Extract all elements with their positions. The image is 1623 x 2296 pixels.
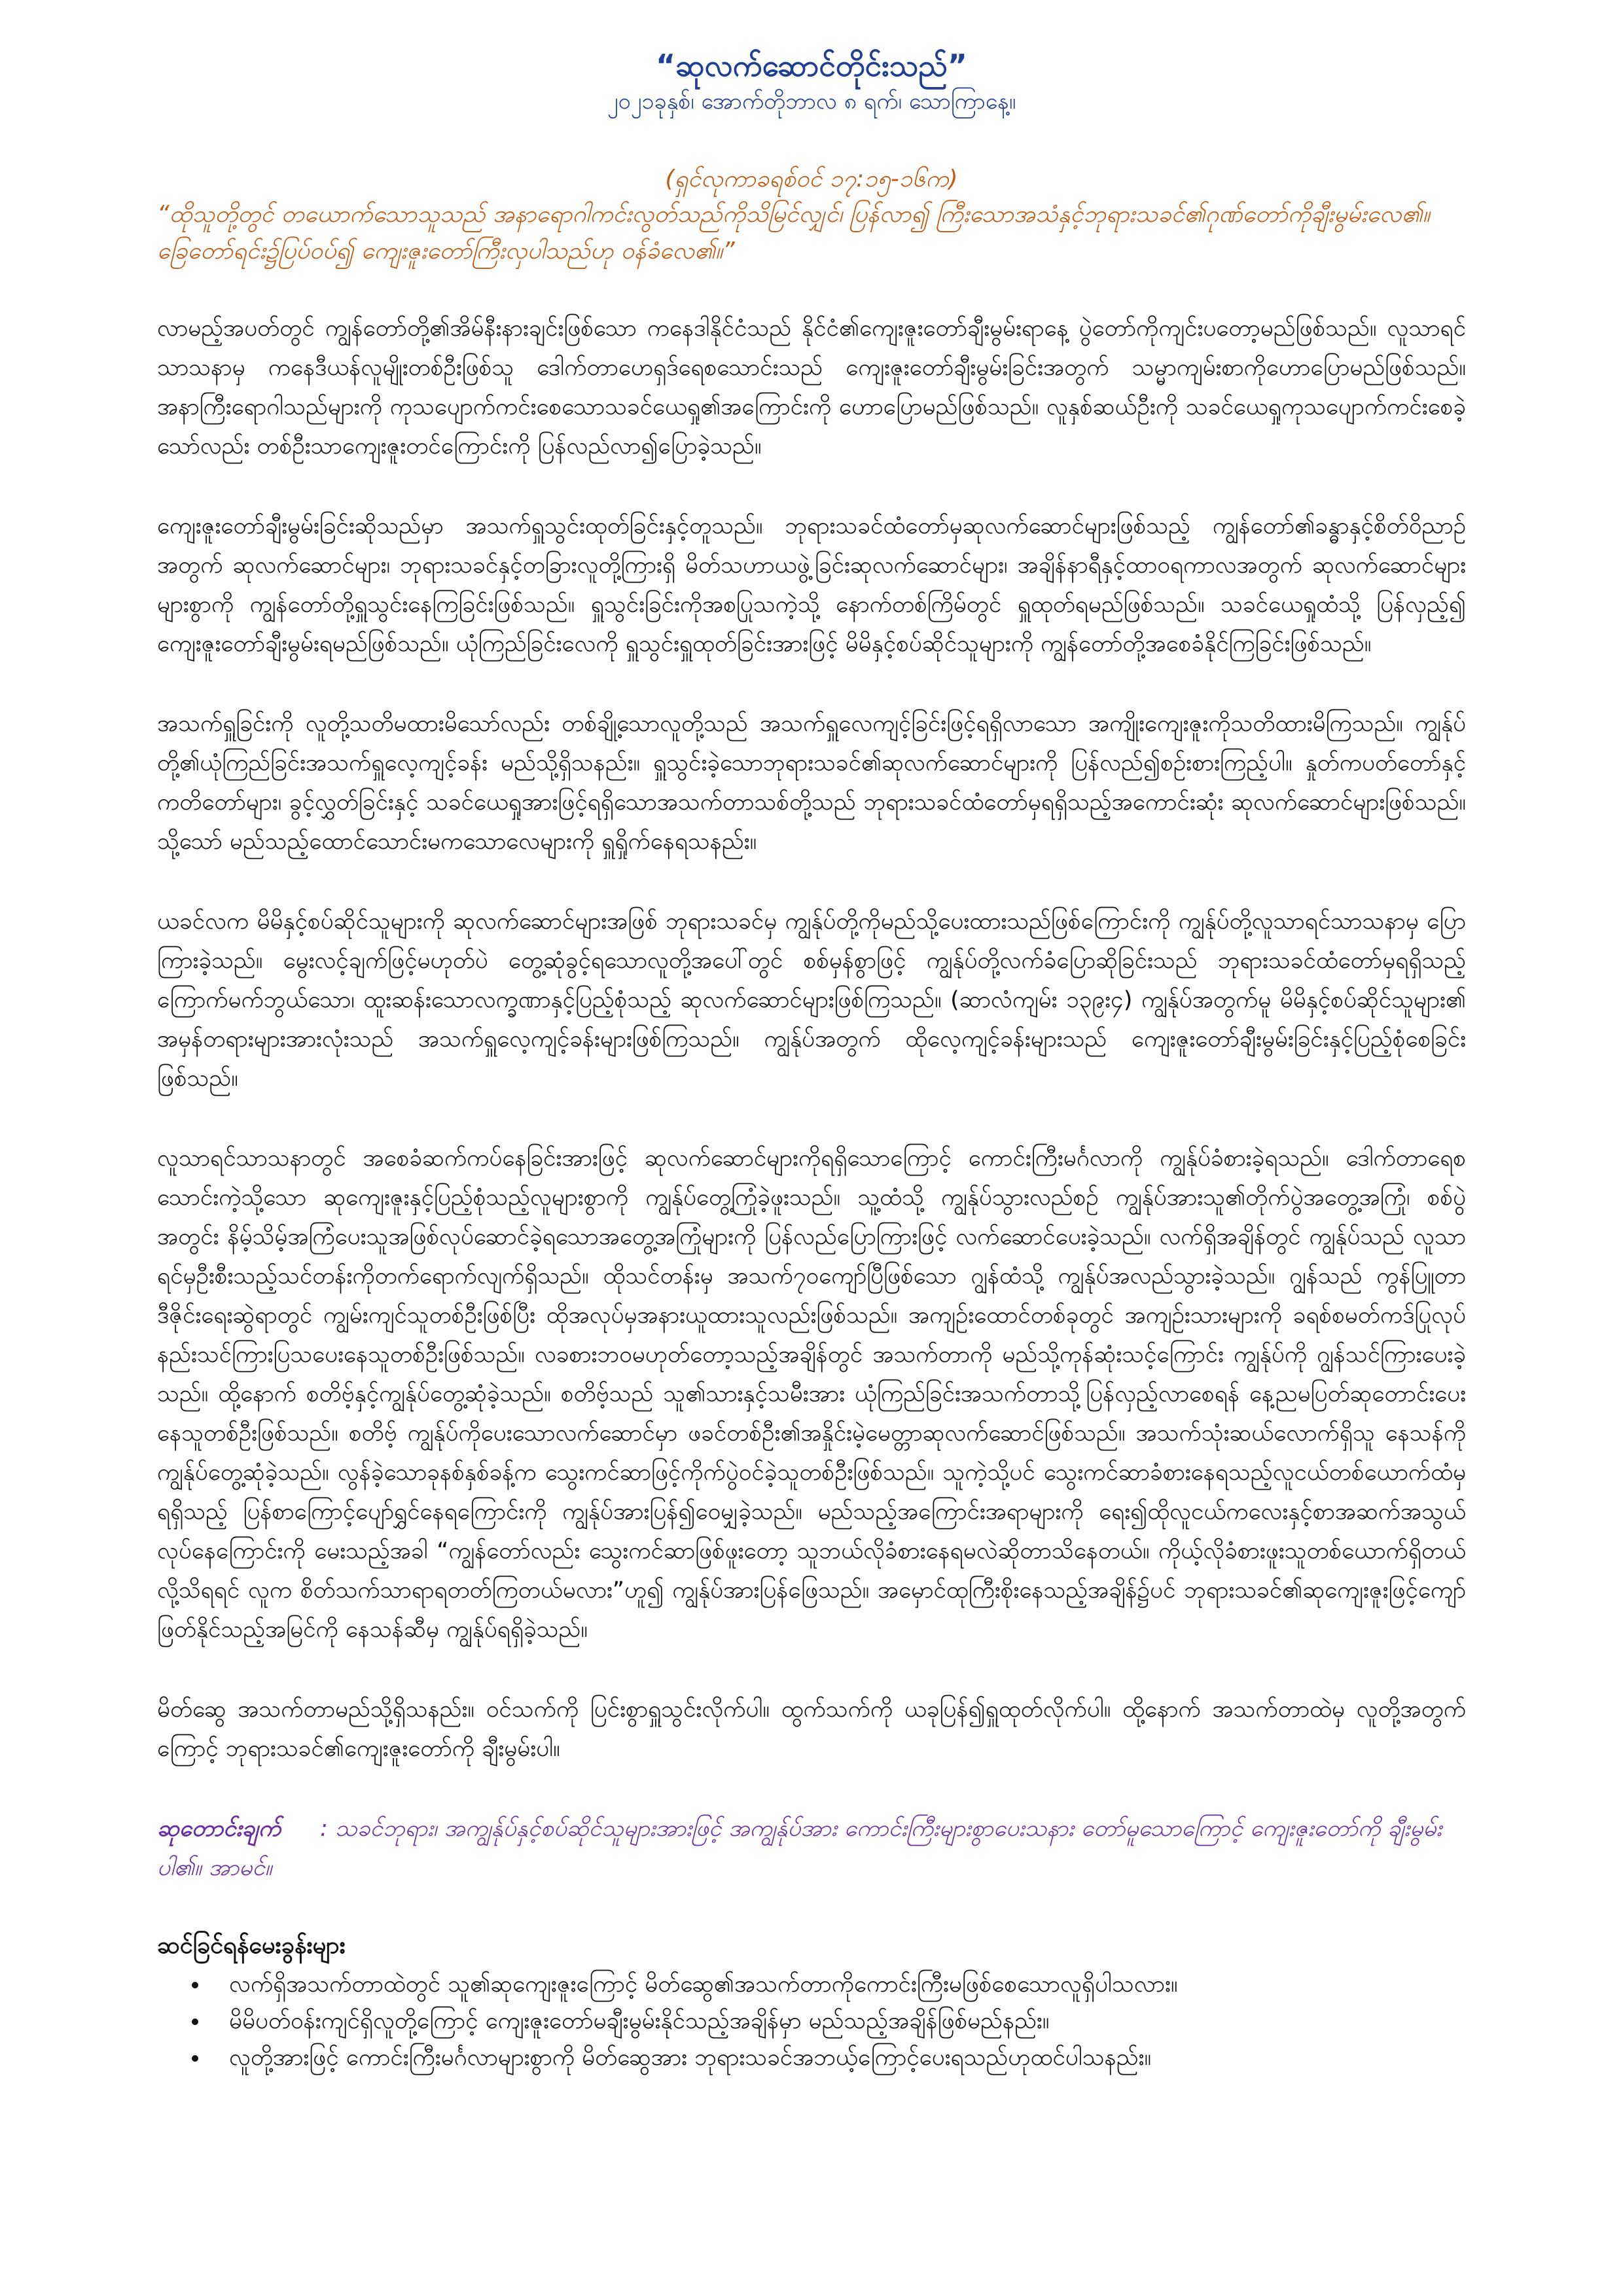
page-title: “ဆုလက်ဆောင်တိုင်းသည်” <box>655 48 968 83</box>
body-paragraph-6: မိတ်ဆွေ အသက်တာမည်သို့ရှိသနည်း။ ဝင်သက်ကို ပြင်းစွာရှူသွင်းလိုက်ပါ။ ထွက်သက်ကို ယခုပြန်၍ရှူထုတ်လိုက်ပါ။ ထို့နောက် အသက်တာထဲမှ လူတို့အတွက်ကြောင့် ဘုရားသခင်၏ကျေးဇူးတော်ကို ချီးမွမ်းပါ။ <box>157 1696 1466 1762</box>
prayer-label: ဆုတောင်းချက် <box>157 1816 281 1842</box>
questions-list <box>157 1966 1466 2076</box>
prayer-block <box>157 1809 1466 1888</box>
body-paragraph-3: အသက်ရှူခြင်းကို လူတို့သတိမထားမိသော်လည်း တစ်ချို့သောလူတို့သည် အသက်ရှူလေကျင့်ခြင်းဖြင့်ရရှိလာသော အကျိုးကျေးဇူးကိုသတိထားမိကြသည်။ ကျွန်ုပ်တို့၏ယုံကြည်ခြင်းအသက်ရှူလေ့ကျင့်ခန်း မည်သို့ရှိသနည်း။ ရှူသွင်းခဲ့သောဘုရားသခင်၏ဆုလက်ဆောင်များကို ပြန်လည်၍စဉ်းစားကြည့်ပါ။ နှုတ်ကပတ်တော်နှင့်ကတိတော်များ၊ ခွင့်လွှတ်ခြင်းနှင့် သခင်ယေရှုအားဖြင့်ရရှိသောအသက်တာသစ်တို့သည် ဘုရားသခင်ထံတော်မှရရှိသည့်အကောင်းဆုံး ဆုလက်ဆောင်များဖြစ်သည်။ သို့သော် မည်သည့်ထောင်သောင်းမကသောလေများကို ရှူရှိုက်နေရသနည်း။ <box>157 711 1466 855</box>
questions-heading: ဆင်ခြင်ရန်မေးခွန်းများ <box>157 1932 346 1959</box>
list-item: • လက်ရှိအသက်တာထဲတွင် သူ၏ဆုကျေးဇူးကြောင့် မိတ်ဆွေ၏အသက်တာကိုကောင်းကြီးမဖြစ်စေသောလူရှိပါသလား။ <box>209 1966 1466 2003</box>
body-paragraph-2: ကျေးဇူးတော်ချီးမွမ်းခြင်းဆိုသည်မှာ အသက်ရှူသွင်းထုတ်ခြင်းနှင့်တူသည်။ ဘုရားသခင်ထံတော်မှဆုလက်ဆောင်များဖြစ်သည့် ကျွန်တော်၏ခန္ဓာနှင့်စိတ်ဝိညာဉ်အတွက် ဆုလက်ဆောင်များ၊ ဘုရားသခင်နှင့်တခြားလူတို့ကြားရှိ မိတ်သဟာယဖွဲ့ခြင်းဆုလက်ဆောင်များ၊ အချိန်နာရီနှင့်ထာဝရကာလအတွက် ဆုလက်ဆောင်များ များစွာကို ကျွန်တော်တို့ရှူသွင်းနေကြခြင်းဖြစ်သည်။ ရှူသွင်းခြင်းကိုအစပြုသကဲ့သို့ နောက်တစ်ကြိမ်တွင် ရှူထုတ်ရမည်ဖြစ်သည်။ သခင်ယေရှုထံသို့ ပြန်လှည့်၍ ကျေးဇူးတော်ချီးမွမ်းရမည်ဖြစ်သည်။ ယုံကြည်ခြင်းလေကို ရှူသွင်းရှူထုတ်ခြင်းအားဖြင့် မိမိနှင့်စပ်ဆိုင်သူများကို ကျွန်တော်တို့အစေခံနိုင်ကြခြင်းဖြစ်သည်။ <box>157 513 1466 657</box>
page-date: ၂၀၂၁ခုနှစ်၊ အောက်တိုဘာလ ၈ ရက်၊ သောကြာနေ့။ <box>607 88 1016 115</box>
scripture-reference: (ရှင်လုကာခရစ်ဝင် ၁၇:၁၅-၁၆က) <box>665 166 958 192</box>
list-item: • မိမိပတ်ဝန်းကျင်ရှိလူတို့ကြောင့် ကျေးဇူးတော်မချီးမွမ်းနိုင်သည့်အချိန်မှာ မည်သည့်အချိန်ဖြစ်မည်နည်း။ <box>209 2003 1466 2039</box>
prayer-text: : သခင်ဘုရား၊ အကျွန်ုပ်နှင့်စပ်ဆိုင်သူများအားဖြင့် အကျွန်ုပ်အား ကောင်းကြီးများစွာပေးသနား တော်မူသောကြောင့် ကျေးဇူးတော်ကို ချီးမွမ်းပါ၏။ အာမင်။ <box>157 1816 1442 1881</box>
body-paragraph-4: ယခင်လက မိမိနှင့်စပ်ဆိုင်သူများကို ဆုလက်ဆောင်များအဖြစ် ဘုရားသခင်မှ ကျွန်ုပ်တို့ကိုမည်သို့ပေးထားသည်ဖြစ်ကြောင်းကို ကျွန်ုပ်တို့လူသာရင်သာသနာမှ ပြောကြားခဲ့သည်။ မွေးလင့်ချက်ဖြင့်မဟုတ်ပဲ တွေ့ဆုံခွင့်ရသောလူတို့အပေါ်တွင် စစ်မှန်စွာဖြင့် ကျွန်ုပ်တို့လက်ခံပြောဆိုခြင်းသည် ဘုရားသခင်ထံတော်မှရရှိသည့် ကြောက်မက်ဘွယ်သော၊ ထူးဆန်းသောလက္ခဏာနှင့်ပြည့်စုံသည့် ဆုလက်ဆောင်များဖြစ်ကြသည်။ (ဆာလံကျမ်း ၁၃၉း၄) ကျွန်ုပ်အတွက်မူ မိမိနှင့်စပ်ဆိုင်သူများ၏ အမှန်တရားများအားလုံးသည် အသက်ရှူလေ့ကျင့်ခန်းများဖြစ်ကြသည်။ ကျွန်ုပ်အတွက် ထိုလေ့ကျင့်ခန်းများသည် ကျေးဇူးတော်ချီးမွမ်းခြင်းနှင့်ပြည့်စုံစေခြင်းဖြစ်သည်။ <box>157 908 1466 1092</box>
body-paragraph-1: လာမည့်အပတ်တွင် ကျွန်တော်တို့၏အိမ်နီးနားချင်းဖြစ်သော ကနေဒါနိုင်ငံသည် နိုင်ငံ၏ကျေးဇူးတော်ချီးမွမ်းရာနေ့ ပွဲတော်ကိုကျင်းပတော့မည်ဖြစ်သည်။ လူသာရင်သာသနာမှ ကနေဒီယန်လူမျိုးတစ်ဦးဖြစ်သူ ဒေါက်တာဟေရှဒ်ရေစသောင်းသည် ကျေးဇူးတော်ချီးမွမ်းခြင်းအတွက် သမ္မာကျမ်းစာကိုဟောပြောမည်ဖြစ်သည်။ အနာကြီးရောဂါသည်များကို ကုသပျောက်ကင်းစေသောသခင်ယေရှု၏အကြောင်းကို ဟောပြောမည်ဖြစ်သည်။ လူနှစ်ဆယ်ဦးကို သခင်ယေရှုကုသပျောက်ကင်းစေခဲ့သော်လည်း တစ်ဦးသာကျေးဇူးတင်ကြောင်းကို ပြန်လည်လာ၍ပြောခဲ့သည်။ <box>157 315 1466 459</box>
body-paragraph-5: လူသာရင်သာသနာတွင် အစေခံဆက်ကပ်နေခြင်းအားဖြင့် ဆုလက်ဆောင်များကိုရရှိသောကြောင့် ကောင်းကြီးမင်္ဂလာကို ကျွန်ုပ်ခံစားခဲ့ရသည်။ ဒေါက်တာရေစသောင်းကဲ့သို့သော ဆုကျေးဇူးနှင့်ပြည့်စုံသည့်လူများစွာကို ကျွန်ုပ်တွေ့ကြုံခဲ့ဖူးသည်။ သူ့ထံသို့ ကျွန်ုပ်သွားလည်စဉ် ကျွန်ုပ်အားသူ၏တိုက်ပွဲအတွေ့အကြုံ၊ စစ်ပွဲအတွင်း နိမ့်သိမ့်အကြံပေးသူအဖြစ်လုပ်ဆောင်ခဲ့ရသောအတွေ့အကြုံများကို ပြန်လည်ပြောကြားဖြင့် လက်ဆောင်ပေးခဲ့သည်။ လက်ရှိအချိန်တွင် ကျွန်ုပ်သည် လူသာရင်မှဦးစီးသည့်သင်တန်းကိုတက်ရောက်လျက်ရှိသည်။ ထိုသင်တန်းမှ အသက်၇၀ကျော်ပြီဖြစ်သော ဂျွန်ထံသို့ ကျွန်ုပ်အလည်သွားခဲ့သည်။ ဂျွန်သည် ကွန်ပြူတာဒီဇိုင်းရေးဆွဲရာတွင် ကျွမ်းကျင်သူတစ်ဦးဖြစ်ပြီး ထိုအလုပ်မှအနားယူထားသူလည်းဖြစ်သည်။ အကျဉ်းထောင်တစ်ခုတွင် အကျဉ်းသားများကို ခရစ်စမတ်ကဒ်ပြုလုပ်နည်းသင်ကြားပြသပေးနေသူတစ်ဦးဖြစ်သည်။ လခစားဘဝမဟုတ်တော့သည့်အချိန်တွင် အသက်တာကို မည်သို့ကုန်ဆုံးသင့်ကြောင်း ကျွန်ုပ်ကို ဂျွန်သင်ကြားပေးခဲ့သည်။ ထို့နောက် စတိဗ့်နှင့်ကျွန်ုပ်တွေ့ဆုံခဲ့သည်။ စတိဗ့်သည် သူ၏သားနှင့်သမီးအား ယုံကြည်ခြင်းအသက်တာသို့ပြန်လှည့်လာစေရန် နေ့ညမပြတ်ဆုတောင်းပေးနေသူတစ်ဦးဖြစ်သည်။ စတိဗ့် ကျွန်ုပ်ကိုပေးသောလက်ဆောင်မှာ ဖခင်တစ်ဦး၏အနှိုင်းမဲ့မေတ္တာဆုလက်ဆောင်ဖြစ်သည်။ အသက်သုံးဆယ်လောက်ရှိသူ နေသန်ကို ကျွန်ုပ်တွေ့ဆုံခဲ့သည်။ လွန်ခဲ့သောခုနစ်နှစ်ခန့်က သွေးကင်ဆာဖြင့်ကိုက်ပွဲဝင်ခဲ့သူတစ်ဦးဖြစ်သည်။ သူကဲ့သို့ပင် သွေးကင်ဆာခံစားနေရသည့်လူငယ်တစ်ယောက်ထံမှရရှိသည့် ပြန်စာကြောင့်ပျော်ရွှင်နေရကြောင်းကို ကျွန်ုပ်အားပြန်၍ဝေမျှခဲ့သည်။ မည်သည့်အကြောင်းအရာများကို ရေး၍ထိုလူငယ်ကလေးနှင့်စာအဆက်အသွယ်လုပ်နေကြောင်းကို မေးသည့်အခါ “ကျွန်တော်လည်း သွေးကင်ဆာဖြစ်ဖူးတော့ သူဘယ်လိုခံစားနေရမလဲဆိုတာသိနေတယ်။ ကိုယ့်လိုခံစားဖူးသူတစ်ယောက်ရှိတယ်လို့သိရရင် လူက စိတ်သက်သာရာရတတ်ကြတယ်မလား”ဟူ၍ ကျွန်ုပ်အားပြန်ဖြေသည်။ အမှောင်ထုကြီးစိုးနေသည့်အချိန်၌ပင် ဘုရားသခင်၏ဆုကျေးဇူးဖြင့်ကျော်ဖြတ်နိုင်သည့်အမြင်ကို နေသန်ဆီမှ ကျွန်ုပ်ရရှိခဲ့သည်။ <box>157 1145 1466 1643</box>
scripture-quote: “ထိုသူတို့တွင် တယောက်သောသူသည် အနာရောဂါကင်းလွတ်သည်ကိုသိမြင်လျှင်၊ ပြန်လာ၍ ကြီးသောအသံနှင့်ဘုရားသခင်၏ဂုဏ်တော်ကိုချီးမွမ်းလေ၏။ ခြေတော်ရင်း၌ပြပ်ဝပ်၍ ကျေးဇူးတော်ကြီးလှပါသည်ဟု ဝန်ခံလေ၏။” <box>157 201 1430 264</box>
list-item: • လူတို့အားဖြင့် ကောင်းကြီးမင်္ဂလာများစွာကို မိတ်ဆွေအား ဘုရားသခင်အဘယ့်ကြောင့်ပေးရသည်ဟုထင်ပါသနည်း။ <box>209 2039 1466 2076</box>
